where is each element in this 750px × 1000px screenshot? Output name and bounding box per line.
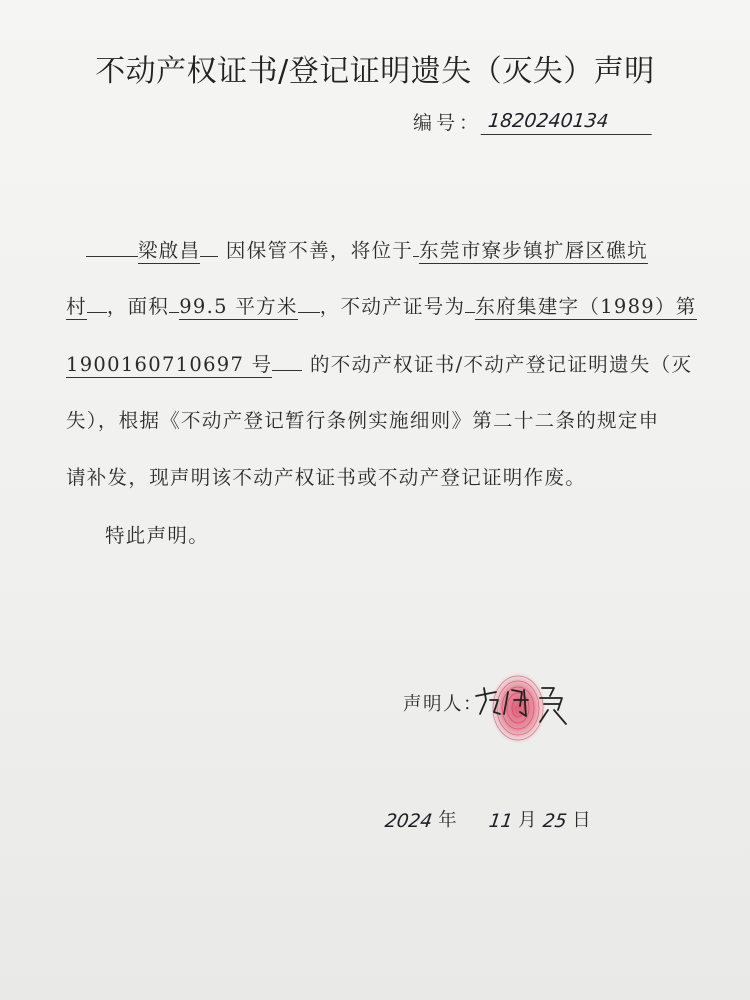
owner-name: 梁啟昌	[138, 239, 201, 262]
signature-with-fingerprint	[470, 670, 590, 750]
statement-text-2b: ，不动产证号为	[319, 295, 466, 318]
property-location-end: 村	[66, 295, 87, 318]
date-day: 25	[541, 811, 568, 832]
date-month-label: 月	[518, 810, 537, 831]
document-number-row	[413, 108, 653, 135]
handwritten-4-glyph: 4	[595, 111, 610, 132]
date-month: 11	[487, 811, 514, 832]
date-row	[385, 806, 591, 832]
certificate-prefix: 东府集建字（1989）第	[475, 295, 697, 318]
date-day-label: 日	[572, 810, 591, 831]
statement-text-1a: 因保管不善，将位于	[225, 239, 414, 262]
date-year-label: 年	[438, 810, 457, 831]
statement-line-5: 请补发，现声明该不动产权证书或不动产登记证明作废。	[66, 466, 587, 489]
certificate-number: 1900160710697 号	[66, 353, 273, 376]
statement-line-2	[66, 292, 697, 322]
document-number-value: 1820240134	[481, 109, 655, 135]
date-year: 2024	[383, 811, 434, 832]
statement-line-3	[66, 350, 693, 380]
closing-statement: 特此声明。	[105, 524, 210, 547]
document-number-label: 编号：	[413, 112, 483, 134]
property-area: 99.5 平方米	[179, 295, 298, 318]
statement-line-4: 失），根据《不动产登记暂行条例实施细则》第二十二条的规定申	[66, 409, 660, 432]
fingerprint-mark	[490, 672, 546, 744]
declarant-label: 声明人：	[403, 694, 484, 715]
statement-text-2a: ，面积	[106, 295, 170, 318]
statement-line-1	[66, 236, 678, 266]
document-title: 不动产权证书/登记证明遗失（灭失）声明	[95, 54, 655, 89]
property-location: 东莞市寮步镇扩唇区礁坑	[419, 239, 648, 262]
statement-text-3: 的不动产权证书/不动产登记证明遗失（灭	[309, 353, 693, 376]
